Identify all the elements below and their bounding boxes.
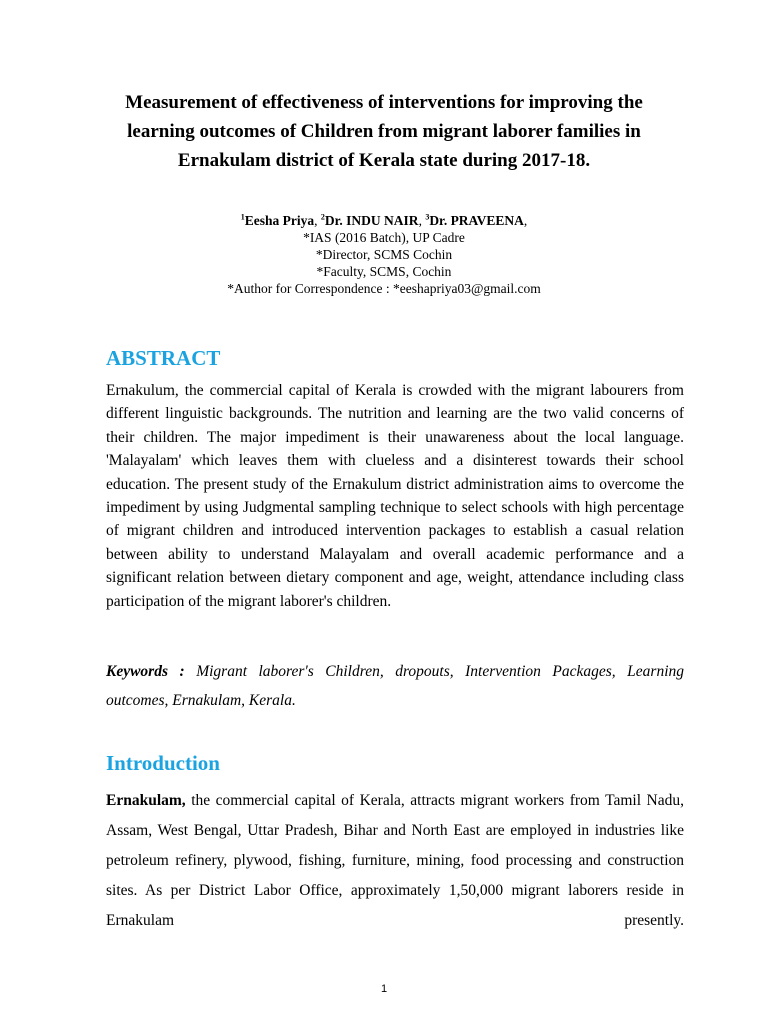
introduction-body [106,786,684,936]
keywords-label: Keywords : [106,663,185,680]
affiliation-1: *IAS (2016 Batch), UP Cadre [303,230,465,245]
affiliation-3: *Faculty, SCMS, Cochin [316,264,452,279]
author-separator: , [418,213,426,228]
author-1-sup: 1 [240,212,245,222]
author-2-name: Dr. INDU NAIR [324,213,419,228]
affiliation-2: *Director, SCMS Cochin [315,247,453,262]
author-2-sup: 2 [320,212,325,222]
abstract-heading: ABSTRACT [106,346,221,370]
paper-title: Measurement of effectiveness of interventions for improving the learning outcomes of Children from migrant laborer families in Ernakulam district of Kerala state during 2017-18. [125,92,643,171]
author-line [100,212,668,229]
introduction-heading: Introduction [106,751,220,775]
introduction-text: the commercial capital of Kerala, attracts migrant workers from Tamil Nadu, Assam, West Bengal, Uttar Pradesh, Bihar and North East are employed in industries like petroleum refinery, plywood, fishing, furniture, mining, food processing and construction sites. As per District Labor Office, approximately 1,50,000 migrant laborers reside in Ernakulam presently. [106,792,684,929]
keywords-paragraph [106,657,684,715]
author-separator: , [314,213,321,228]
keywords-text: Migrant laborer's Children, dropouts, Intervention Packages, Learning outcomes, Ernakulam, Kerala. [106,663,684,709]
page-number: 1 [380,983,388,995]
author-3-sup: 3 [425,212,430,222]
abstract-body: Ernakulum, the commercial capital of Kerala is crowded with the migrant labourers from different linguistic backgrounds. The nutrition and learning are the two valid concerns of their children. The major impediment is their unawareness about the local language. 'Malayalam' which leaves them with clueless and a disinterest towards their school education. The present study of the Ernakulum district administration aims to overcome the impediment by using Judgmental sampling technique to select schools with high percentage of migrant children and introduced intervention packages to establish a casual relation between ability to understand Malayalam and overall academic performance and a significant relation between dietary component and age, weight, attendance including class participation of the migrant laborer's children. [106,382,684,610]
author-1-name: Eesha Priya [244,213,315,228]
author-3-name: Dr. PRAVEENA [429,213,524,228]
author-trailing: , [523,213,528,228]
introduction-lead: Ernakulam, [106,792,186,809]
author-block [100,212,668,297]
correspondence-line: *Author for Correspondence : *eeshapriya03@gmail.com [227,281,541,296]
